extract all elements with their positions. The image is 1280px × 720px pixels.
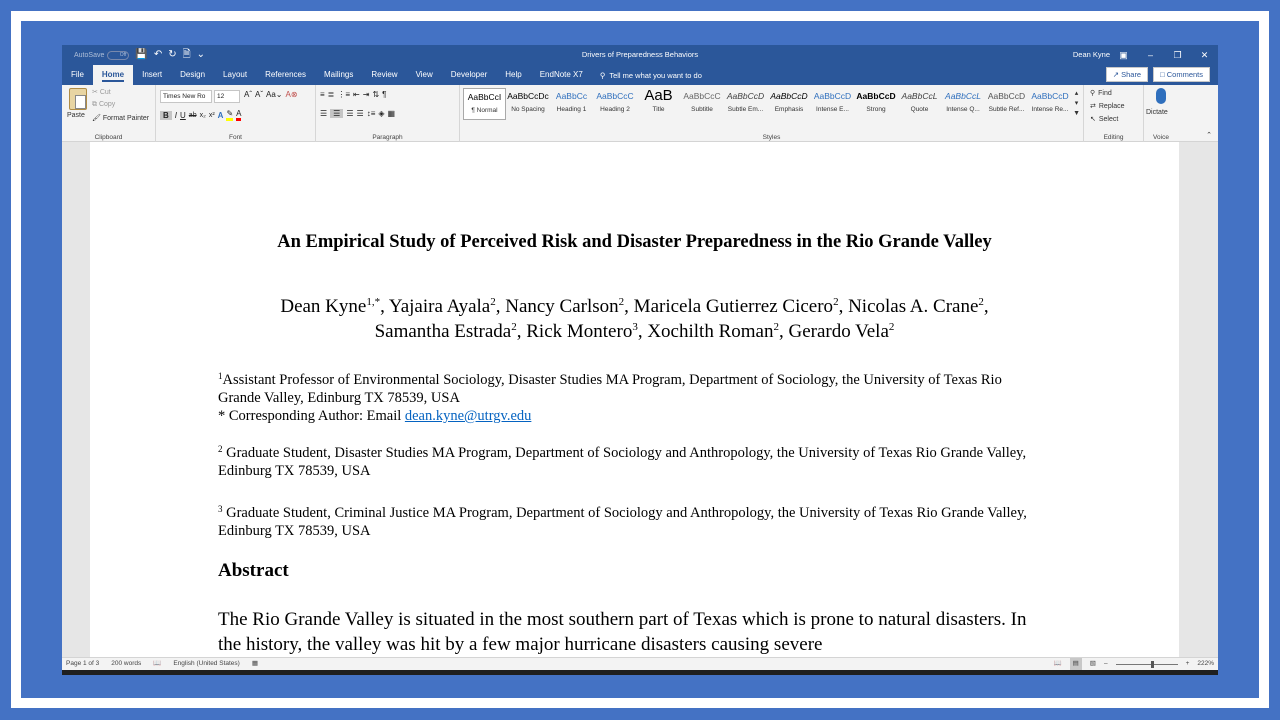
zoom-slider[interactable] (1116, 664, 1178, 665)
styles-label: Styles (762, 134, 781, 141)
tell-me-box[interactable] (600, 71, 702, 80)
paste-icon[interactable] (69, 88, 87, 110)
style-name: Title (652, 106, 665, 113)
share-button[interactable]: ↗ Share (1106, 67, 1148, 82)
document-area (62, 142, 1218, 663)
author-name: Yajaira Ayala (388, 296, 491, 317)
user-name[interactable]: Dean Kyne (1072, 50, 1110, 59)
highlight-icon[interactable]: ✎ (226, 109, 233, 121)
author-affiliation-marker: 2 (833, 296, 839, 308)
underline-icon[interactable]: U (180, 110, 186, 120)
tell-me-text: Tell me what you want to do (609, 70, 702, 80)
document-page[interactable] (90, 142, 1179, 663)
format-painter-button[interactable]: 🖌 Format Painter (92, 115, 150, 122)
tab-review[interactable]: Review (371, 70, 398, 79)
style-sample: AaBbCcD (1031, 91, 1069, 101)
comments-button[interactable]: □ Comments (1153, 67, 1210, 82)
style-sample: AaBbCcD (813, 91, 852, 101)
author-separator: , (624, 296, 634, 317)
accessibility-icon[interactable]: ▦ (251, 660, 258, 667)
voice-group (1144, 85, 1178, 142)
copy-icon: ⧉ (92, 101, 99, 108)
style-name: Intense Q... (946, 106, 980, 113)
voice-label: Voice (1153, 134, 1169, 141)
tab-insert[interactable]: Insert (142, 70, 163, 79)
shrink-font-icon[interactable]: Aˇ (255, 90, 263, 99)
autosave-label: AutoSave (74, 51, 105, 59)
minimize-icon[interactable]: – (1147, 50, 1153, 60)
affiliation-1 (218, 371, 1048, 425)
style-name: ¶ Normal (471, 107, 498, 114)
grow-font-icon[interactable]: Aˆ (244, 90, 252, 99)
sort-icon[interactable]: ⇅ (372, 90, 380, 99)
autosave-state: Off (107, 51, 129, 60)
author-separator: , (516, 321, 527, 342)
author-affiliation-marker: 2 (511, 321, 517, 333)
author-separator: , (778, 321, 789, 342)
zoom-level[interactable]: 222% (1197, 660, 1214, 667)
affiliation-1-marker: 1 (218, 371, 223, 381)
tab-developer[interactable]: Developer (450, 70, 488, 79)
style-normal[interactable] (463, 88, 506, 120)
author-name: Nicolas A. Crane (848, 296, 979, 317)
save-icon[interactable]: 💾 (135, 49, 148, 60)
font-name-dropdown[interactable]: Times New Ro (160, 90, 212, 103)
clipboard-label: Clipboard (94, 134, 123, 141)
italic-icon[interactable]: I (174, 110, 178, 120)
style-name: Subtle Ref... (988, 106, 1025, 113)
author-affiliation-marker: 2 (888, 321, 895, 333)
text-effects-icon[interactable]: A (217, 110, 224, 120)
replace-button[interactable]: ⇄ Replace (1090, 102, 1125, 110)
decrease-indent-icon[interactable]: ⇤ (353, 90, 360, 99)
shading-icon[interactable]: ◈ (378, 109, 385, 118)
tab-references[interactable]: References (265, 70, 306, 79)
ribbon-tabs (62, 65, 1218, 85)
collapse-ribbon-icon[interactable]: ⌃ (1206, 132, 1212, 139)
cut-button[interactable]: ✂ Cut (92, 89, 111, 96)
style-subtle-ref[interactable] (985, 88, 1028, 120)
author-separator: , (983, 296, 989, 317)
author-affiliation-marker: 2 (490, 296, 496, 308)
paragraph-label: Paragraph (372, 134, 403, 141)
paper-title: An Empirical Study of Perceived Risk and Disaster Preparedness in the Rio Grande Valley (277, 232, 992, 252)
page-count[interactable]: Page 1 of 3 (66, 660, 100, 667)
justify-icon[interactable]: ☰ (356, 109, 364, 118)
affiliation-2-marker: 2 (218, 444, 223, 454)
author-affiliation-marker: 3 (632, 321, 638, 333)
style-sample: AaBbCcD (987, 91, 1026, 101)
style-sample: AaBbCcL (945, 91, 981, 101)
taskbar-strip (62, 670, 1218, 675)
style-heading-2[interactable] (594, 88, 637, 120)
word-count[interactable]: 200 words (111, 660, 142, 667)
affiliation-3-marker: 3 (218, 504, 223, 514)
style-quote[interactable] (898, 88, 941, 120)
affiliation-1-text: Assistant Professor of Environmental Sociology, Disaster Studies MA Program, Department of Sociology, the University of Texas Rio Grande Valley, Edinburg TX 78539, USA (218, 372, 1002, 406)
multilevel-list-icon[interactable]: ⋮≡ (337, 90, 351, 99)
style-sample: AaBbCcC (683, 91, 721, 101)
abstract-heading: Abstract (218, 560, 289, 581)
style-no-spacing[interactable] (507, 88, 550, 120)
style-emphasis[interactable] (768, 88, 811, 120)
show-marks-icon[interactable]: ¶ (382, 90, 387, 99)
author-separator: , (380, 296, 389, 317)
close-icon[interactable]: ✕ (1200, 50, 1209, 60)
proofing-icon[interactable]: 📖 (153, 660, 162, 667)
restore-icon[interactable]: ❐ (1173, 50, 1182, 60)
style-subtle-em[interactable] (724, 88, 767, 120)
undo-icon[interactable]: ↶ (153, 49, 163, 60)
select-button[interactable]: ↖ Select (1090, 115, 1119, 123)
author-affiliation-marker: 2 (618, 296, 625, 308)
affiliation-2 (218, 444, 1048, 480)
tab-file[interactable]: File (71, 70, 84, 79)
author-name: Dean Kyne (280, 296, 367, 317)
style-name: No Spacing (511, 106, 545, 113)
document-title: Drivers of Preparedness Behaviors (581, 50, 699, 59)
print-layout-icon[interactable]: ▤ (1070, 658, 1082, 670)
font-group (156, 85, 316, 142)
style-sample: AaBbCcI (467, 92, 502, 102)
zoom-in-icon[interactable]: + (1185, 660, 1190, 667)
status-bar (62, 657, 1218, 670)
redo-icon[interactable]: ↻ (168, 49, 177, 60)
style-name: Subtitle (691, 106, 713, 113)
author-name: Gerardo Vela (788, 321, 889, 342)
tab-help[interactable]: Help (505, 70, 522, 79)
search-icon: ⚲ (599, 70, 606, 80)
superscript-icon[interactable]: x² (208, 111, 215, 119)
font-color-icon[interactable]: A (236, 109, 241, 121)
line-spacing-icon[interactable]: ↕≡ (366, 109, 376, 118)
copy-button[interactable]: ⧉ Copy (92, 101, 116, 108)
share-icon: ↗ (1112, 70, 1122, 79)
tab-design[interactable]: Design (180, 70, 206, 79)
bullets-icon[interactable]: ≡ (320, 90, 325, 99)
style-name: Heading 1 (556, 106, 587, 113)
style-name: Quote (910, 106, 929, 113)
ribbon-display-options-icon[interactable]: ▣ (1119, 50, 1128, 60)
new-document-icon[interactable]: 🗎 (182, 49, 191, 60)
brush-icon: 🖌 (92, 115, 103, 122)
style-sample: AaBbCcD (770, 91, 808, 101)
tab-mailings[interactable]: Mailings (324, 70, 354, 79)
author-separator: , (495, 296, 506, 317)
web-layout-icon[interactable]: ▧ (1089, 660, 1096, 667)
affiliation-3-text: Graduate Student, Criminal Justice MA Program, Department of Sociology and Anthropology, the University of Texas Rio Grande Valley, Edinburg TX 78539, USA (218, 505, 1027, 539)
change-case-icon[interactable]: Aa⌄ (266, 90, 283, 99)
editing-label: Editing (1103, 134, 1124, 141)
paste-button[interactable]: Paste (67, 112, 85, 119)
author-affiliation-marker: 2 (773, 321, 779, 333)
ribbon (62, 85, 1218, 142)
style-name: Intense Re... (1031, 106, 1069, 113)
style-name: Heading 2 (600, 106, 630, 113)
style-name: Subtle Em... (727, 106, 764, 113)
read-mode-icon[interactable]: 📖 (1053, 660, 1062, 667)
author-separator: , (838, 296, 849, 317)
style-name: Emphasis (774, 106, 804, 113)
comment-icon: □ (1160, 70, 1167, 79)
style-sample: AaBbCc (555, 91, 588, 101)
style-intense-re[interactable] (1029, 88, 1072, 120)
paragraph-group (316, 85, 460, 142)
find-button[interactable]: ⚲ Find (1090, 89, 1112, 97)
corresponding-author-label: * Corresponding Author: Email (218, 408, 405, 424)
align-left-icon[interactable]: ☰ (320, 109, 328, 118)
tab-layout[interactable]: Layout (223, 70, 248, 79)
font-label: Font (228, 134, 242, 141)
tab-view[interactable]: View (415, 70, 433, 79)
borders-icon[interactable]: ▦ (387, 109, 396, 118)
author-affiliation-marker: 2 (978, 296, 984, 308)
style-heading-1[interactable] (550, 88, 593, 120)
style-sample: AaB (644, 88, 673, 104)
author-name: Xochilth Roman (647, 321, 774, 342)
align-center-icon[interactable]: ☰ (330, 109, 343, 118)
clear-formatting-icon[interactable]: A⊗ (285, 90, 298, 99)
style-sample: AaBbCcD (856, 91, 896, 101)
abstract-text: The Rio Grande Valley is situated in the most southern part of Texas which is prone to natural disasters. In the history, the valley was hit by a few major hurricane disasters causing severe (218, 609, 1027, 655)
author-name: Rick Montero (526, 321, 633, 342)
style-name: Intense E... (816, 106, 849, 113)
search-icon: ⚲ (1090, 90, 1096, 97)
clipboard-group (62, 85, 156, 142)
styles-group (460, 85, 1084, 142)
numbering-icon[interactable]: ≣ (327, 90, 335, 99)
style-strong[interactable] (855, 88, 898, 120)
style-sample: AaBbCcDc (507, 91, 549, 101)
styles-scroll[interactable]: ▴ ▾ ▼ (1073, 90, 1080, 117)
language-status[interactable]: English (United States) (173, 660, 240, 667)
style-sample: AaBbCcL (901, 91, 938, 101)
align-right-icon[interactable]: ☰ (346, 109, 354, 118)
font-size-dropdown[interactable]: 12 (214, 90, 240, 103)
style-intense-e[interactable] (811, 88, 854, 120)
zoom-slider-thumb[interactable] (1151, 661, 1154, 668)
strikethrough-icon[interactable]: ab (188, 111, 197, 119)
increase-indent-icon[interactable]: ⇥ (362, 90, 370, 99)
tab-home[interactable]: Home (93, 65, 133, 85)
bold-icon[interactable]: B (160, 111, 172, 120)
customize-toolbar-icon[interactable]: ⌄ (196, 49, 206, 60)
style-name: Strong (866, 106, 886, 113)
author-name: Samantha Estrada (374, 321, 512, 342)
author-separator: , (637, 321, 648, 342)
scissors-icon: ✂ (92, 89, 100, 96)
style-sample: AaBbCcD (726, 91, 765, 101)
replace-icon: ⇄ (1090, 103, 1096, 110)
cursor-icon: ↖ (1090, 116, 1096, 123)
microphone-icon[interactable] (1156, 88, 1166, 104)
author-affiliation-marker: 1,* (366, 296, 381, 308)
email-link[interactable]: dean.kyne@utrgv.edu (404, 408, 532, 424)
style-title[interactable] (637, 88, 680, 120)
affiliation-3 (218, 504, 1048, 540)
author-name: Maricela Gutierrez Cicero (633, 296, 834, 317)
word-window (62, 45, 1218, 675)
zoom-out-icon[interactable]: – (1103, 660, 1108, 667)
affiliation-2-text: Graduate Student, Disaster Studies MA Program, Department of Sociology and Anthropology, the University of Texas Rio Grande Valley, Edinburg TX 78539, USA (218, 445, 1027, 479)
style-sample: AaBbCcC (596, 91, 634, 101)
author-name: Nancy Carlson (505, 296, 619, 317)
style-subtitle[interactable] (681, 88, 724, 120)
tab-endnote[interactable]: EndNote X7 (539, 70, 583, 79)
style-intense-q[interactable] (942, 88, 985, 120)
subscript-icon[interactable]: x₂ (199, 111, 206, 119)
dictate-button[interactable]: Dictate (1146, 109, 1168, 116)
author-list (220, 294, 1049, 344)
editing-group (1084, 85, 1144, 142)
title-bar (62, 45, 1218, 65)
